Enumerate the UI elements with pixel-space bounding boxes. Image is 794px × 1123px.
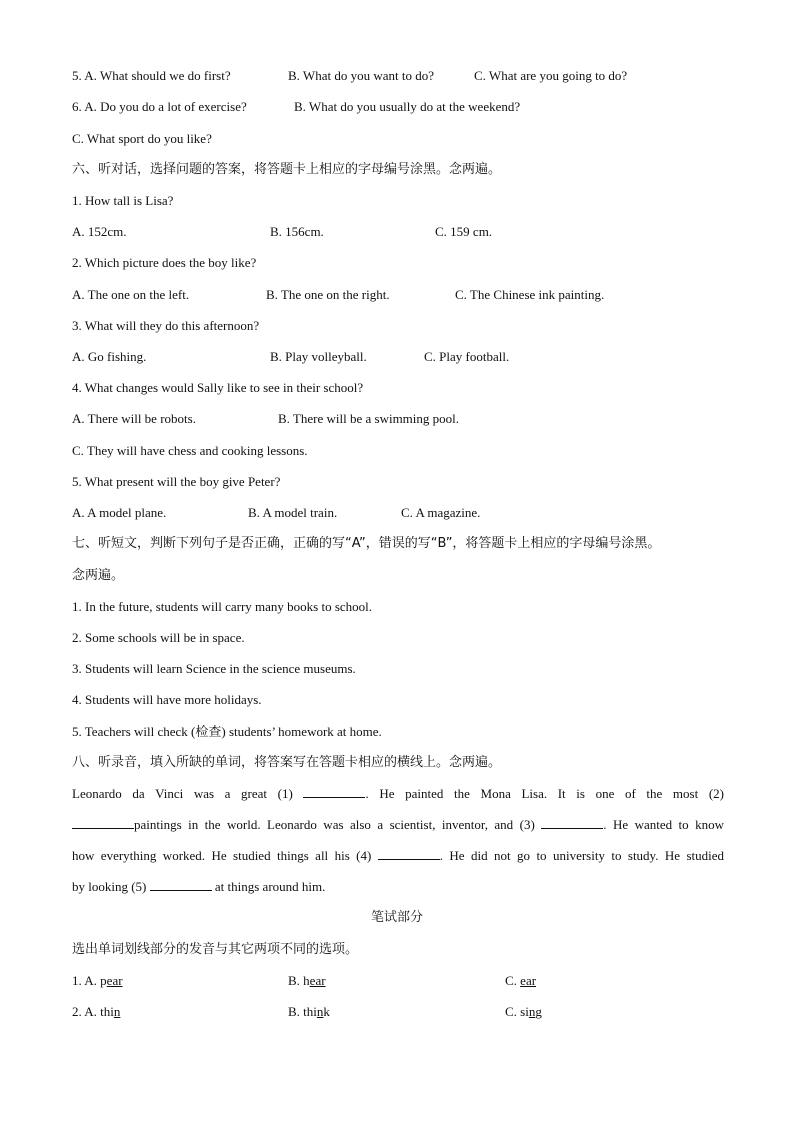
word-part: C. si — [505, 1004, 529, 1019]
option-c: C. What are you going to do? — [474, 68, 628, 83]
word-part: p — [100, 973, 107, 988]
option-b — [288, 1003, 330, 1021]
passage-line — [72, 785, 724, 803]
section-7-heading-cont: 念两遍。 — [72, 568, 125, 583]
blank-2[interactable] — [72, 816, 134, 829]
written-part-title: 笔试部分 — [370, 910, 423, 925]
option-a: A. There will be robots. — [72, 411, 196, 426]
underlined-part: n — [528, 1004, 536, 1019]
word-part: B. thi — [288, 1004, 317, 1019]
option-a: A. The one on the left. — [72, 287, 190, 302]
option-b — [288, 972, 326, 990]
option-number: 1. A. — [72, 973, 101, 988]
option-a: 6. A. Do you do a lot of exercise? — [72, 99, 247, 114]
passage-line — [72, 878, 722, 896]
option-c: C. They will have chess and cooking lessons. — [72, 443, 308, 458]
passage-text: . He painted the Mona Lisa. It is one of the most (2) — [365, 786, 724, 801]
statement-item: 3. Students will learn Science in the science museums. — [72, 661, 356, 676]
option-b: B. The one on the right. — [266, 287, 390, 302]
option-b: B. What do you usually do at the weekend? — [294, 99, 521, 114]
passage-text: . He did not go to university to study. He studied — [439, 848, 724, 863]
option-a: 5. A. What should we do first? — [72, 68, 231, 83]
option-b: B. A model train. — [248, 505, 338, 520]
option-c: C. What sport do you like? — [72, 131, 212, 146]
option-c: C. A magazine. — [401, 505, 481, 520]
passage-text: Leonardo da Vinci was a great (1) — [72, 786, 293, 801]
statement-item: 5. Teachers will check (检查) students’ homework at home. — [72, 724, 382, 739]
blank-3[interactable] — [541, 816, 603, 829]
option-c — [505, 1003, 542, 1021]
option-a: A. 152cm. — [72, 224, 127, 239]
underlined-part: n — [113, 1004, 121, 1019]
option-c — [505, 972, 536, 990]
statement-item: 1. In the future, students will carry many books to school. — [72, 599, 373, 614]
word-part: g — [535, 1004, 542, 1019]
option-b: B. There will be a swimming pool. — [278, 411, 460, 426]
option-c: C. 159 cm. — [435, 224, 493, 239]
section-8-heading: 八、听录音，填入所缺的单词，将答案写在答题卡相应的横线上。念两遍。 — [72, 755, 502, 770]
question-text: 3. What will they do this afternoon? — [72, 318, 260, 333]
passage-text: by looking (5) — [72, 879, 147, 894]
underlined-part: n — [316, 1004, 324, 1019]
written-instruction: 选出单词划线部分的发音与其它两项不同的选项。 — [72, 942, 359, 957]
option-number: 2. A. — [72, 1004, 101, 1019]
option-a: A. A model plane. — [72, 505, 167, 520]
passage-line — [72, 816, 724, 834]
word-part: B. h — [288, 973, 310, 988]
blank-4[interactable] — [378, 847, 440, 860]
underlined-part: ear — [520, 973, 537, 988]
section-6-heading: 六、听对话，选择问题的答案，将答题卡上相应的字母编号涂黑。念两遍。 — [72, 162, 502, 177]
option-c: C. The Chinese ink painting. — [455, 287, 605, 302]
option-a: A. Go fishing. — [72, 349, 147, 364]
passage-text: how everything worked. He studied things all his (4) — [72, 848, 372, 863]
statement-item: 4. Students will have more holidays. — [72, 692, 262, 707]
option-c: C. Play football. — [424, 349, 510, 364]
word-part: k — [323, 1004, 330, 1019]
section-7-heading: 七、听短文，判断下列句子是否正确，正确的写“A”，错误的写“B”，将答题卡上相应的字母编号涂黑。 — [72, 536, 661, 551]
statement-item: 2. Some schools will be in space. — [72, 630, 245, 645]
word-part: C. — [505, 973, 521, 988]
blank-5[interactable] — [150, 878, 212, 891]
option-a — [72, 1003, 120, 1021]
question-text: 1. How tall is Lisa? — [72, 193, 174, 208]
option-a — [72, 972, 123, 990]
word-part: thi — [100, 1004, 114, 1019]
option-b: B. What do you want to do? — [288, 68, 434, 83]
underlined-part: ear — [106, 973, 123, 988]
question-text: 2. Which picture does the boy like? — [72, 255, 257, 270]
question-text: 5. What present will the boy give Peter? — [72, 474, 281, 489]
underlined-part: ear — [309, 973, 326, 988]
question-text: 4. What changes would Sally like to see in their school? — [72, 380, 364, 395]
passage-text: at things around him. — [214, 879, 326, 894]
passage-text: . He wanted to know — [603, 817, 725, 832]
passage-text: paintings in the world. Leonardo was also a scientist, inventor, and (3) — [134, 817, 535, 832]
option-b: B. Play volleyball. — [270, 349, 367, 364]
passage-line — [72, 847, 724, 865]
option-b: B. 156cm. — [270, 224, 324, 239]
blank-1[interactable] — [303, 785, 365, 798]
